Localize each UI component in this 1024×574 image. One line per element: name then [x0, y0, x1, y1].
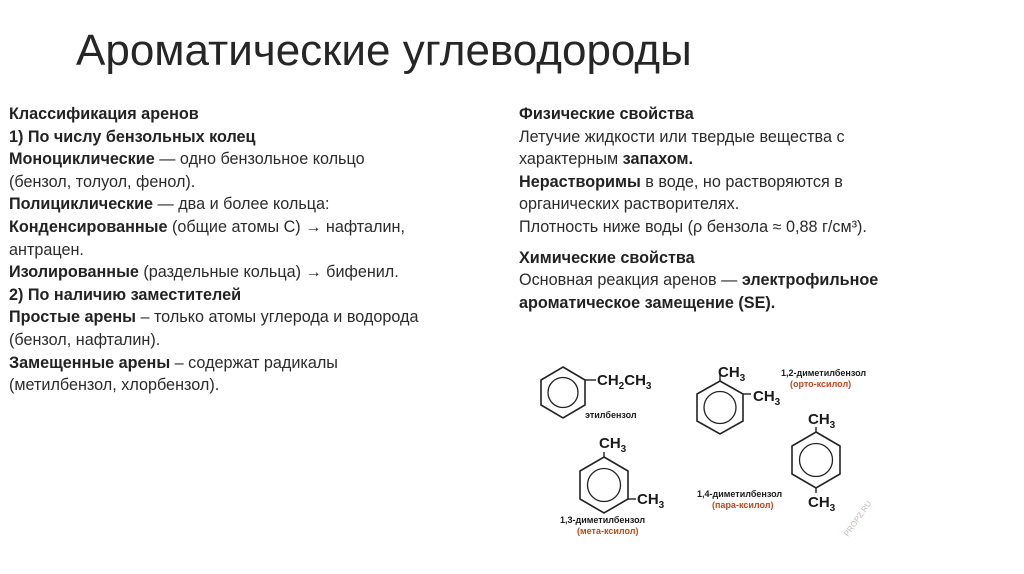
- simple-arenes-line: Простые арены – только атомы углерода и водорода: [9, 308, 419, 327]
- condensed-continuation: антрацен.: [9, 240, 84, 259]
- methyl-group-label: $CH_3$: [753, 388, 781, 408]
- condensed-line: Конденсированные (общие атомы С) → нафталин,: [9, 217, 405, 236]
- simple-arenes-examples: (бензол, нафталин).: [9, 330, 161, 349]
- para-xylene-name: 1,4-диметилбензол: [697, 489, 783, 499]
- slide-title: Ароматические углеводороды: [76, 26, 692, 75]
- ethylbenzene-caption: этилбензол: [585, 410, 637, 420]
- aromatic-circle-icon: [548, 378, 578, 408]
- ortho-xylene-trivial-name: (орто-ксилол): [790, 379, 852, 389]
- meta-xylene-name: 1,3-диметилбензол: [560, 515, 646, 525]
- chemical-line-2: ароматическое замещение (SE).: [519, 293, 776, 312]
- para-xylene-trivial-name: (пара-ксилол): [712, 500, 774, 510]
- meta-xylene-structure: [560, 435, 665, 536]
- physical-line-1: Летучие жидкости или твердые вещества с: [519, 127, 845, 146]
- chemical-line-1: Основная реакция аренов — электрофильное: [519, 271, 879, 290]
- chemical-heading: Химические свойства: [519, 248, 695, 267]
- para-xylene-structure: [697, 411, 840, 514]
- physical-heading: Физические свойства: [519, 105, 694, 123]
- methyl-group-label: $CH_3$: [718, 364, 746, 384]
- physical-line-5: Плотность ниже воды (ρ бензола ≈ 0,88 г/см³).: [519, 217, 867, 236]
- aromatic-circle-icon: [800, 444, 833, 477]
- monocyclic-examples: (бензол, толуол, фенол).: [9, 172, 196, 191]
- ethylbenzene-structure: [541, 367, 652, 420]
- watermark: PROPZ.RU: [842, 499, 874, 539]
- aromatic-circle-icon: [704, 392, 736, 424]
- classification-heading: Классификация аренов: [9, 105, 199, 123]
- by-substituents-heading: 2) По наличию заместителей: [9, 285, 242, 304]
- by-rings-heading: 1) По числу бензольных колец: [9, 127, 256, 146]
- polycyclic-line: Полициклические — два и более кольца:: [9, 195, 330, 214]
- methyl-group-label: $CH_3$: [808, 494, 836, 514]
- ethyl-group-label: $CH_2CH_3$: [597, 372, 652, 392]
- physical-line-3: Нерастворимы в воде, но растворяются в: [519, 172, 843, 191]
- physical-line-4: органических растворителях.: [519, 195, 740, 214]
- monocyclic-line: Моноциклические — одно бензольное кольцо: [9, 150, 365, 169]
- substituted-arenes-examples: (метилбензол, хлорбензол).: [9, 376, 220, 395]
- isolated-line: Изолированные (раздельные кольца) → бифенил.: [9, 263, 399, 282]
- methyl-group-label: $CH_3$: [599, 435, 627, 455]
- methyl-group-label: $CH_3$: [637, 491, 665, 511]
- physical-line-2: характерным запахом.: [519, 150, 693, 169]
- ortho-xylene-structure: [697, 364, 866, 434]
- substituted-arenes-line: Замещенные арены – содержат радикалы: [9, 353, 338, 372]
- ortho-xylene-name: 1,2-диметилбензол: [781, 368, 867, 378]
- methyl-group-label: $CH_3$: [808, 411, 836, 431]
- meta-xylene-trivial-name: (мета-ксилол): [577, 526, 639, 536]
- aromatic-circle-icon: [588, 469, 621, 502]
